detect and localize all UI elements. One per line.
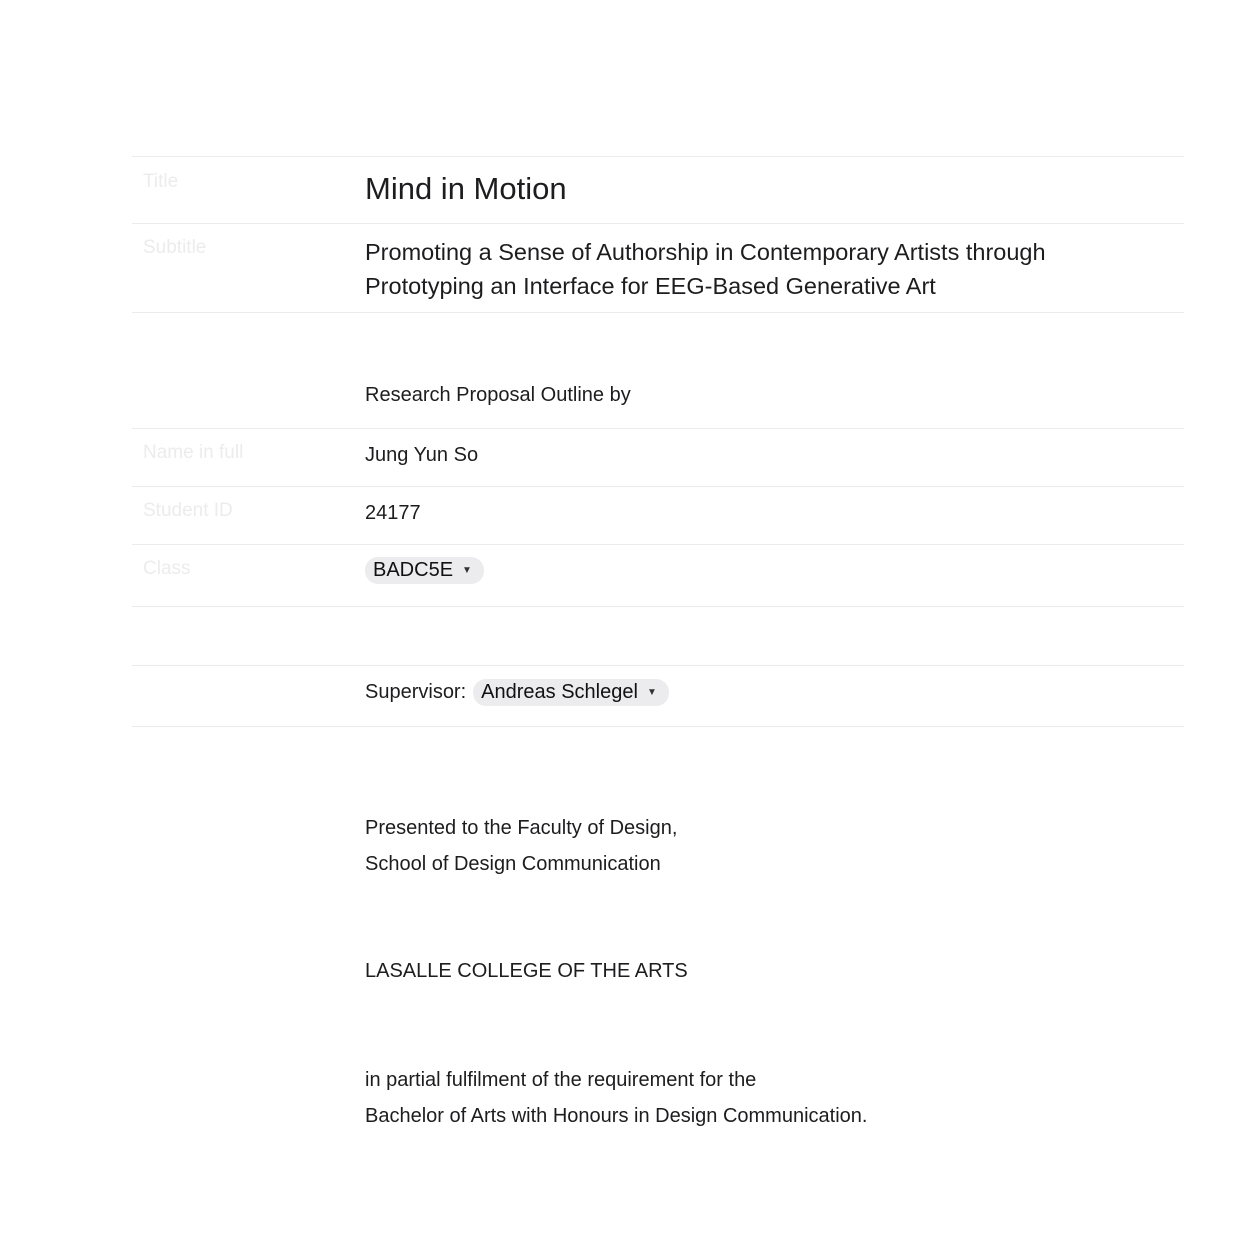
college-block xyxy=(365,953,688,989)
proposal-sheet xyxy=(132,156,1184,727)
subtitle-row xyxy=(132,223,1184,312)
supervisor-label: Supervisor: xyxy=(365,681,467,703)
title-row xyxy=(132,156,1184,223)
supervisor-label-empty xyxy=(132,666,365,726)
supervisor-row xyxy=(132,665,1184,727)
name-value[interactable]: Jung Yun So xyxy=(365,444,479,466)
title-label: Title xyxy=(143,171,179,192)
class-value-cell xyxy=(365,545,1184,606)
name-label: Name in full xyxy=(143,442,244,463)
subtitle-label: Subtitle xyxy=(143,237,207,258)
presented-line-1: Presented to the Faculty of Design, xyxy=(365,817,678,839)
class-chip-text: BADC5E xyxy=(373,559,454,581)
class-select-chip[interactable] xyxy=(365,557,484,584)
student-id-row xyxy=(132,486,1184,544)
partial-block xyxy=(365,1062,867,1134)
college-name: LASALLE COLLEGE OF THE ARTS xyxy=(365,960,688,982)
subtitle-line-2: Prototyping an Interface for EEG-Based Generative Art xyxy=(365,273,936,299)
presented-block xyxy=(365,810,677,882)
research-label-empty xyxy=(132,313,365,428)
chevron-down-icon: ▼ xyxy=(646,686,657,698)
student-id-label: Student ID xyxy=(143,500,233,521)
presented-line-2: School of Design Communication xyxy=(365,853,661,875)
supervisor-chip-text: Andreas Schlegel xyxy=(481,681,638,703)
research-row xyxy=(132,312,1184,428)
class-label: Class xyxy=(143,558,191,579)
name-row xyxy=(132,428,1184,486)
partial-line-2: Bachelor of Arts with Honours in Design Communication. xyxy=(365,1105,868,1127)
subtitle-value[interactable] xyxy=(365,224,1184,312)
subtitle-line-1: Promoting a Sense of Authorship in Contemporary Artists through xyxy=(365,239,1046,265)
empty-label xyxy=(132,607,365,665)
supervisor-select-chip[interactable] xyxy=(473,679,669,706)
empty-value[interactable] xyxy=(365,607,1184,665)
student-id-value[interactable]: 24177 xyxy=(365,502,421,524)
partial-line-1: in partial fulfilment of the requirement for the xyxy=(365,1069,757,1091)
empty-row xyxy=(132,606,1184,665)
title-value[interactable]: Mind in Motion xyxy=(365,171,567,206)
chevron-down-icon: ▼ xyxy=(462,564,472,576)
class-row xyxy=(132,544,1184,606)
supervisor-value-cell xyxy=(365,666,1184,726)
research-proposal-text: Research Proposal Outline by xyxy=(365,384,631,406)
